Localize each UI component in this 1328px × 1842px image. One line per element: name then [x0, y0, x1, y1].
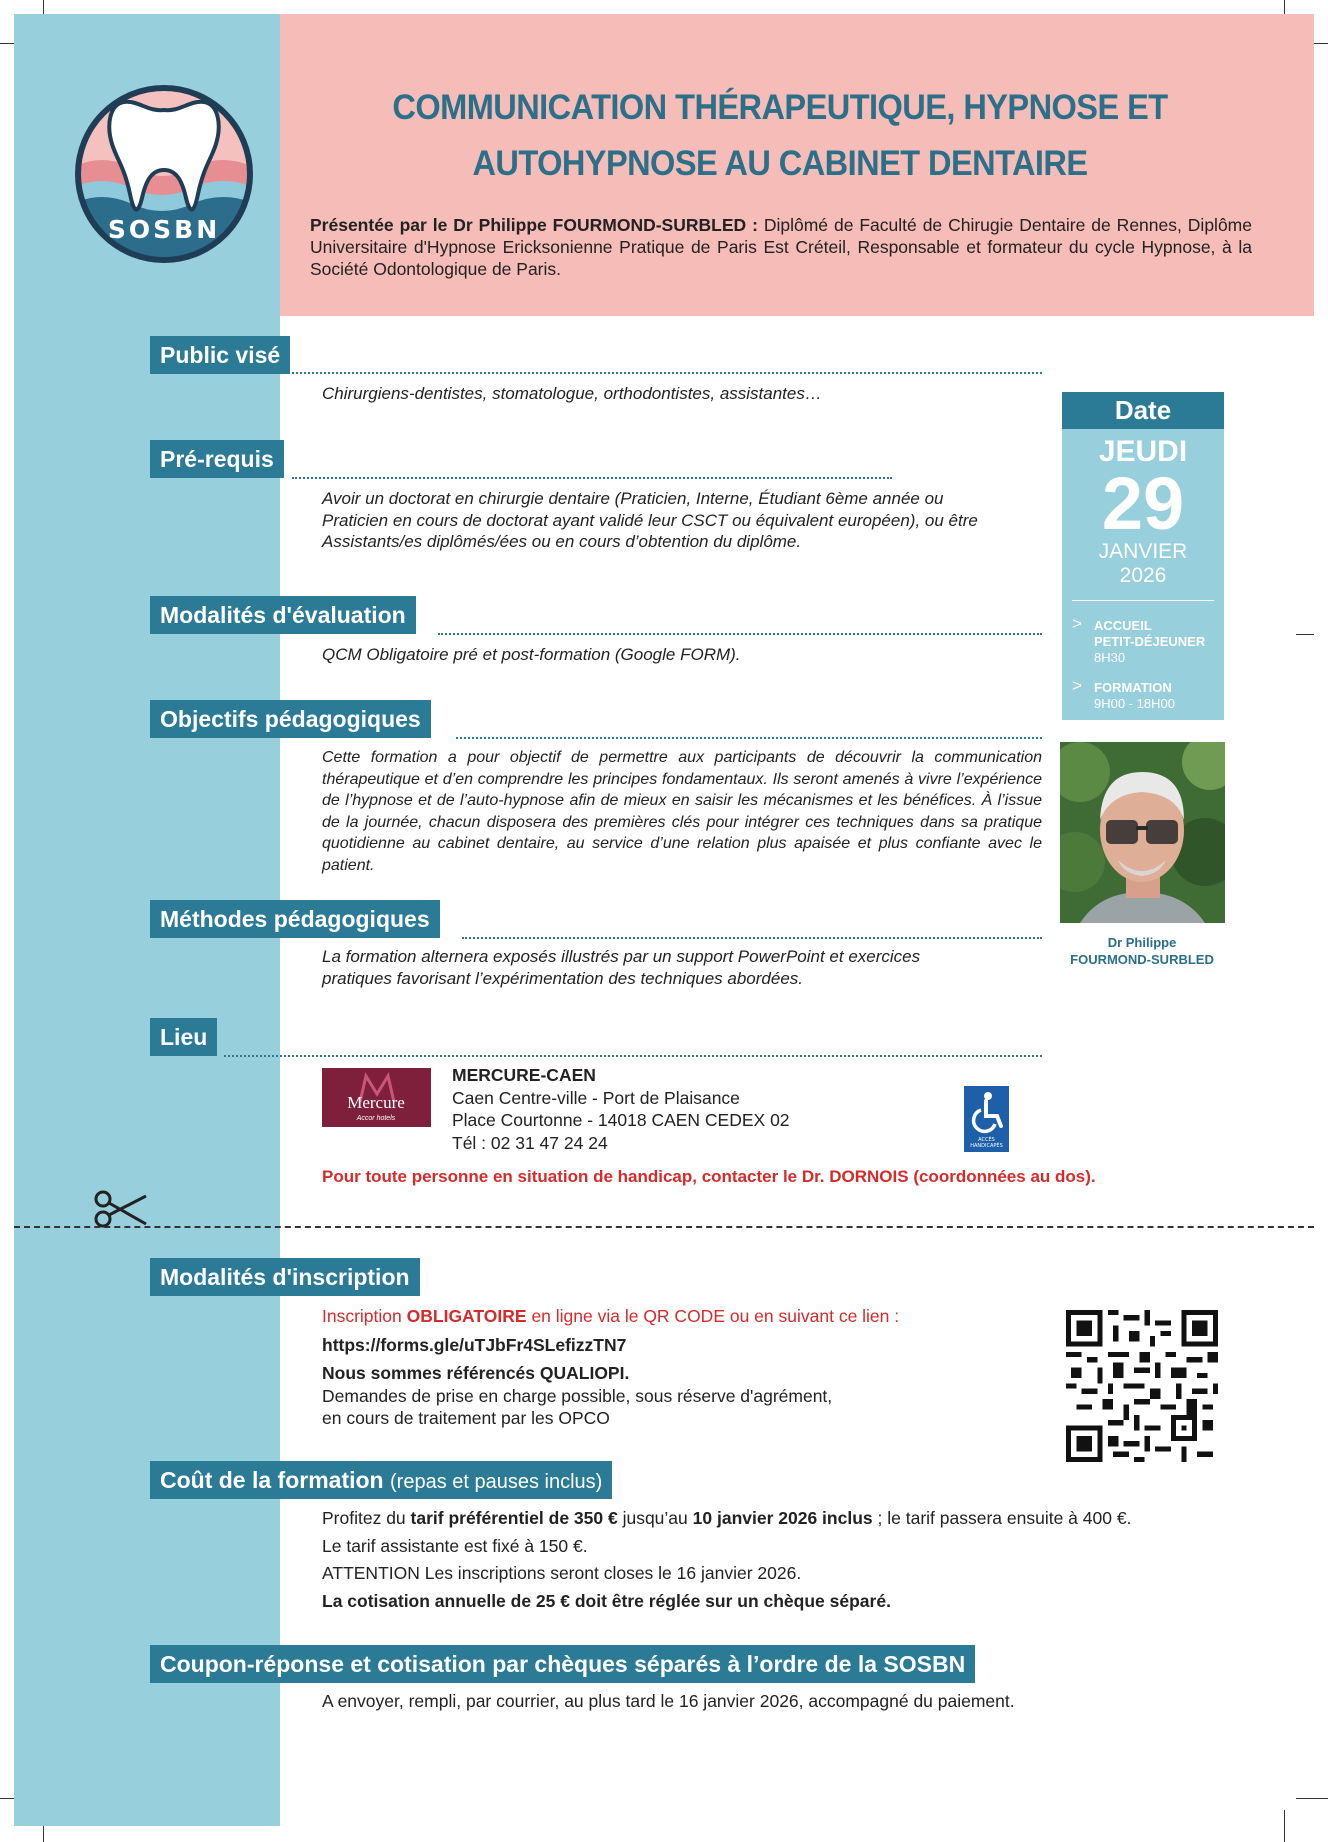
cost-text: tarif préférentiel de 350 € — [410, 1508, 618, 1528]
date-heading: Date — [1062, 392, 1224, 429]
section-public: Public visé — [150, 336, 290, 374]
venue-name: MERCURE-CAEN — [452, 1065, 596, 1085]
evaluation-text: QCM Obligatoire pré et post-formation (Google FORM). — [322, 645, 741, 664]
divider — [462, 937, 1042, 939]
accueil-label: ACCUEIL — [1094, 618, 1152, 633]
wheelchair-icon — [964, 1086, 1009, 1152]
cout-label-extra: (repas et pauses inclus) — [390, 1471, 603, 1493]
date-year: 2026 — [1119, 564, 1167, 587]
public-text: Chirurgiens-dentistes, stomatologue, orthodontistes, assistantes… — [322, 384, 822, 403]
objectifs-text: Cette formation a pour objectif de permettre aux participants de découvrir la communication thérapeutique et d’en comprendre les principes fondamentaux. Ils seront amenés à vivre l’expérience de l’hypnose et de l’auto-hypnose afin de mieux en saisir les mécanismes et les bénéfices. À l’issue de la journée, chacun disposera des premières clés pour intégrer ces techniques dans sa pratique quotidienne au cabinet dentaire, au service d’une relation plus apaisée et plus confiante avec le patient. — [322, 749, 1042, 874]
cout-label: Coût de la formation — [160, 1467, 384, 1493]
cost-text: ; le tarif passera ensuite à 400 €. — [877, 1508, 1132, 1528]
section-lieu: Lieu — [150, 1018, 217, 1056]
date-day-number: 29 — [1101, 462, 1185, 545]
presenter-text: Diplômé de Faculté de Chirugie Dentaire de Rennes, Diplôme Universitaire d'Hypnose Ericksonienne Pratique de Paris Est Créteil, Responsable et formateur du cycle Hypnose, à la Société Odontologique de Paris. — [310, 215, 1252, 279]
scissors-icon — [92, 1190, 148, 1230]
divider — [224, 1055, 1042, 1057]
speaker-photo — [1060, 742, 1225, 923]
section-prereq: Pré-requis — [150, 440, 284, 478]
speaker-caption — [1042, 934, 1242, 968]
date-box — [1062, 392, 1224, 720]
inscription-line: en cours de traitement par les OPCO — [322, 1408, 610, 1428]
venue-line: Place Courtonne - 14018 CAEN CEDEX 02 — [452, 1110, 790, 1130]
inscription-line: Demandes de prise en charge possible, sous réserve d'agrément, — [322, 1386, 833, 1406]
cost-line-4: La cotisation annuelle de 25 € doit être réglée sur un chèque séparé. — [322, 1591, 891, 1611]
divider — [292, 372, 1042, 374]
methodes-line: La formation alternera exposés illustrés par un support PowerPoint et exercices — [322, 947, 921, 966]
presenter-bio — [310, 214, 1252, 280]
access-label-2: HANDICAPÉS — [970, 1143, 1003, 1149]
divider — [456, 737, 1042, 739]
cost-line-1 — [322, 1507, 1131, 1529]
divider — [292, 477, 892, 479]
formation-time: 9H00 - 18H00 — [1094, 696, 1175, 711]
crop-mark — [1296, 1798, 1328, 1799]
title-line-1: COMMUNICATION THÉRAPEUTIQUE, HYPNOSE ET — [392, 88, 1168, 127]
date-weekday: JEUDI — [1098, 435, 1188, 468]
handicap-note: Pour toute personne en situation de handicap, contacter le Dr. DORNOIS (coordonnées au dos). — [322, 1167, 1096, 1186]
section-evaluation: Modalités d'évaluation — [150, 596, 416, 634]
cost-text: jusqu’au — [622, 1508, 688, 1528]
page-title — [352, 80, 1208, 192]
date-month: JANVIER — [1098, 540, 1188, 563]
accessibility-badge — [964, 1086, 1009, 1152]
inscription-intro — [322, 1305, 899, 1327]
coupon-text: A envoyer, rempli, par courrier, au plus tard le 16 janvier 2026, accompagné du paiement. — [322, 1691, 1015, 1711]
accueil-sub: PETIT-DÉJEUNER — [1094, 634, 1206, 649]
cost-text: Profitez du — [322, 1508, 406, 1528]
crop-mark — [1296, 634, 1314, 635]
inscription-emph: OBLIGATOIRE — [406, 1306, 527, 1326]
mercure-emblem-icon — [322, 1068, 431, 1127]
prereq-text — [322, 488, 978, 553]
venue-line: Caen Centre-ville - Port de Plaisance — [452, 1087, 740, 1108]
section-methodes: Méthodes pédagogiques — [150, 900, 440, 938]
cost-warning: ATTENTION Les inscriptions seront closes le 16 janvier 2026. — [322, 1563, 802, 1583]
mercure-logo-sub: Accor hotels — [356, 1115, 396, 1122]
section-inscription: Modalités d'inscription — [150, 1258, 420, 1296]
divider — [438, 633, 1042, 635]
crop-mark — [1284, 1810, 1285, 1842]
methodes-line: pratiques favorisant l’expérimentation des techniques abordées. — [322, 968, 804, 988]
section-coupon: Coupon-réponse et cotisation par chèques séparés à l’ordre de la SOSBN — [150, 1645, 975, 1683]
mercure-logo-text: Mercure — [347, 1093, 405, 1112]
formation-label: FORMATION — [1094, 680, 1172, 695]
venue-phone: Tél : 02 31 47 24 24 — [452, 1132, 608, 1153]
cost-text: 10 janvier 2026 inclus — [692, 1508, 873, 1528]
inscription-suffix: en ligne via le QR CODE ou en suivant ce lien : — [531, 1306, 900, 1326]
inscription-link[interactable]: https://forms.gle/uTJbFr4SLefizzTN7 — [322, 1335, 627, 1355]
logo-text: SOSBN — [107, 215, 221, 244]
presenter-lead: Présentée par le Dr Philippe FOURMOND-SURBLED : — [310, 215, 758, 235]
caption-line: FOURMOND-SURBLED — [1070, 952, 1214, 967]
caption-line: Dr Philippe — [1107, 935, 1177, 950]
title-line-2: AUTOHYPNOSE AU CABINET DENTAIRE — [472, 144, 1088, 183]
chevron-right-icon: > — [1072, 614, 1082, 633]
cut-line — [14, 1226, 1314, 1228]
chevron-right-icon: > — [1072, 676, 1082, 695]
accueil-time: 8H30 — [1094, 650, 1126, 665]
prereq-line: Avoir un doctorat en chirurgie dentaire (Praticien, Interne, Étudiant 6ème année ou — [322, 489, 944, 508]
qr-code[interactable] — [1066, 1310, 1218, 1462]
inscription-prefix: Inscription — [322, 1306, 402, 1326]
sosbn-logo — [72, 82, 256, 266]
venue-address — [452, 1064, 790, 1154]
section-cout — [150, 1461, 612, 1499]
access-label-1: ACCÈS — [978, 1137, 995, 1143]
prereq-line: Assistants/es diplômés/ées ou en cours d’obtention du diplôme. — [322, 532, 802, 551]
prereq-line: Praticien en cours de doctorat ayant validé leur CSCT ou équivalent européen), ou être — [322, 510, 978, 530]
section-objectifs: Objectifs pédagogiques — [150, 700, 431, 738]
mercure-logo — [322, 1068, 431, 1127]
qualiopi-text: Nous sommes référencés QUALIOPI. — [322, 1363, 630, 1383]
cost-line-2: Le tarif assistante est fixé à 150 €. — [322, 1536, 588, 1556]
date-divider — [1072, 600, 1214, 601]
methodes-text — [322, 946, 920, 989]
